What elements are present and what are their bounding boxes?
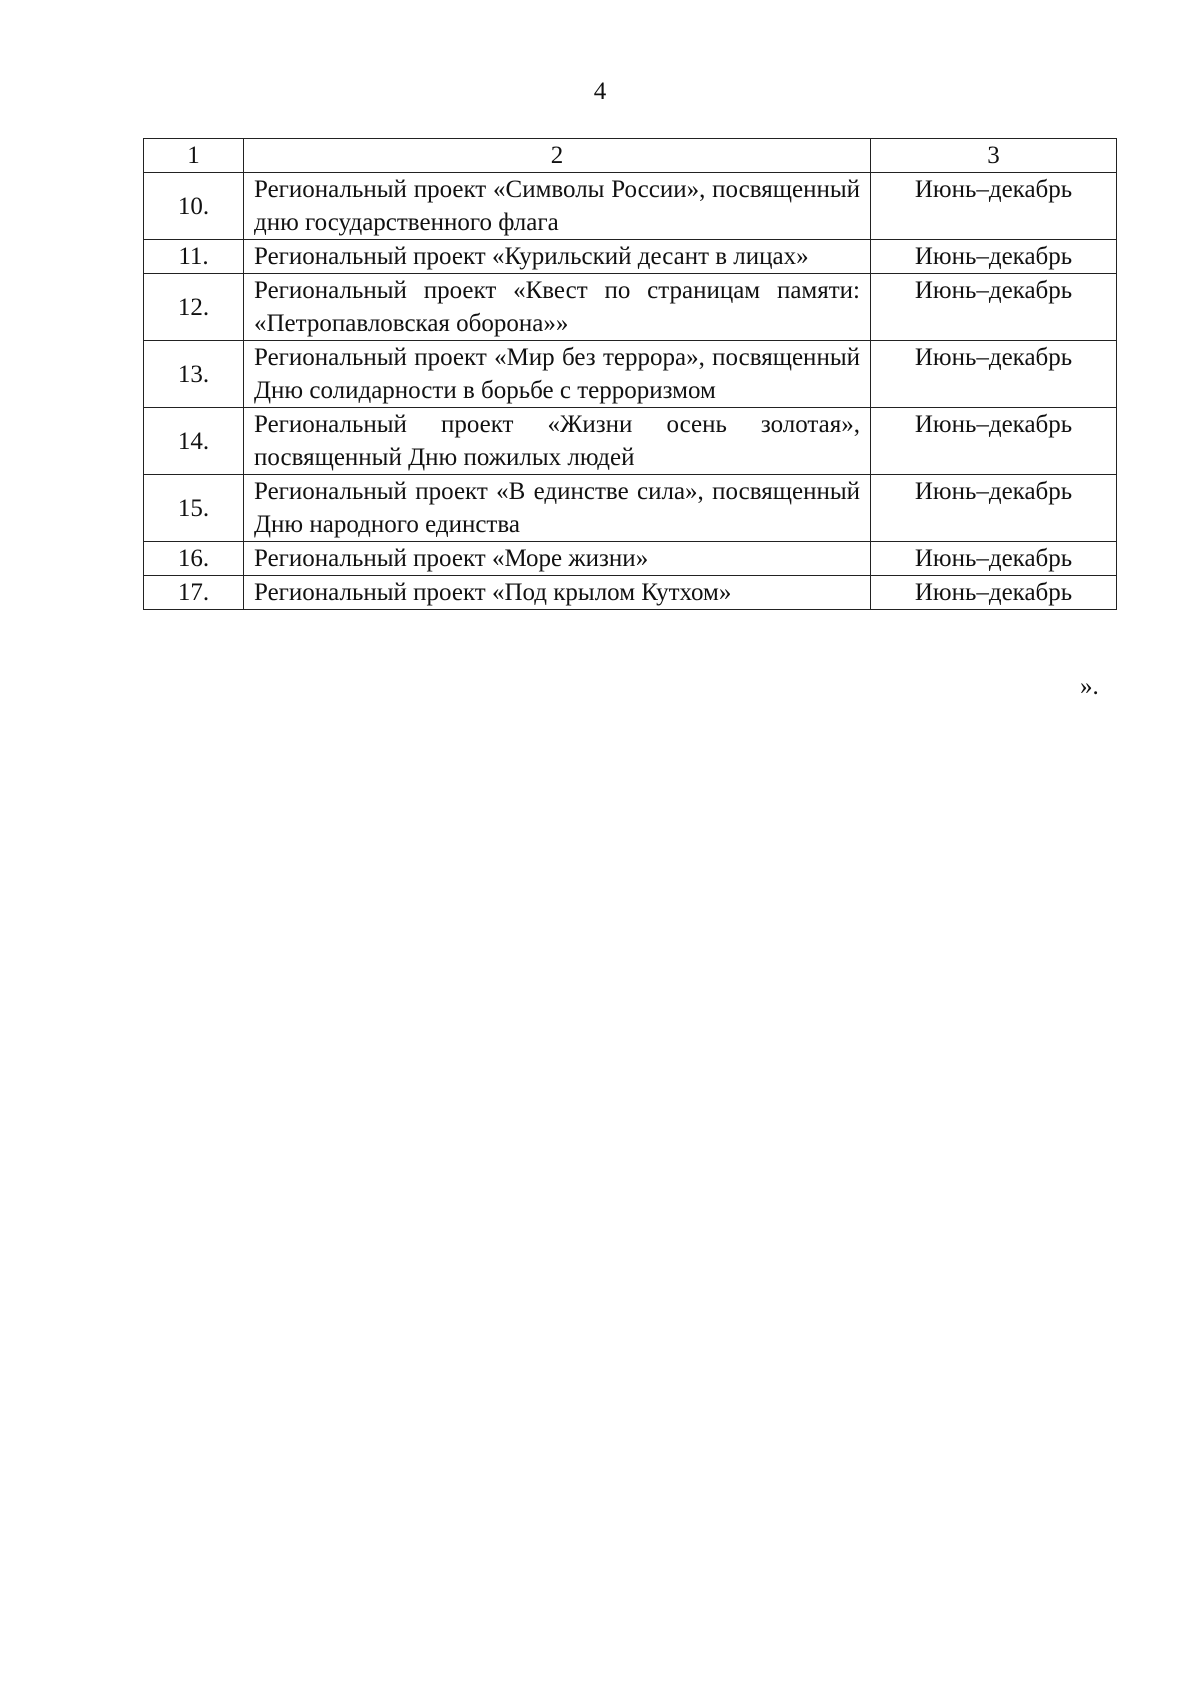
row-number: 11. — [144, 240, 244, 274]
table-row — [144, 240, 1117, 274]
events-table — [143, 138, 1117, 610]
table-row — [144, 173, 1117, 240]
project-period: Июнь–декабрь — [871, 274, 1117, 341]
page-number: 4 — [593, 78, 607, 105]
table-row — [144, 341, 1117, 408]
project-name: Региональный проект «Мир без террора», посвященный Дню солидарности в борьбе с терроризмом — [244, 341, 871, 408]
column-period-header: 3 — [871, 139, 1117, 173]
column-number-header: 1 — [144, 139, 244, 173]
project-name: Региональный проект «Под крылом Кутхом» — [244, 576, 871, 610]
project-period: Июнь–декабрь — [871, 341, 1117, 408]
project-name: Региональный проект «В единстве сила», посвященный Дню народного единства — [244, 475, 871, 542]
table-row — [144, 408, 1117, 475]
project-period: Июнь–декабрь — [871, 408, 1117, 475]
row-number: 10. — [144, 173, 244, 240]
project-period: Июнь–декабрь — [871, 576, 1117, 610]
table-row — [144, 274, 1117, 341]
table-header-row — [144, 139, 1117, 173]
project-period: Июнь–декабрь — [871, 542, 1117, 576]
project-name: Региональный проект «Жизни осень золотая», посвященный Дню пожилых людей — [244, 408, 871, 475]
row-number: 16. — [144, 542, 244, 576]
row-number: 13. — [144, 341, 244, 408]
project-period: Июнь–декабрь — [871, 240, 1117, 274]
project-name: Региональный проект «Море жизни» — [244, 542, 871, 576]
project-period: Июнь–декабрь — [871, 475, 1117, 542]
row-number: 12. — [144, 274, 244, 341]
project-period: Июнь–декабрь — [871, 173, 1117, 240]
row-number: 15. — [144, 475, 244, 542]
table-row — [144, 542, 1117, 576]
table-row — [144, 475, 1117, 542]
table-row — [144, 576, 1117, 610]
row-number: 14. — [144, 408, 244, 475]
project-name: Региональный проект «Квест по страницам памяти: «Петропавловская оборона»» — [244, 274, 871, 341]
column-name-header: 2 — [244, 139, 871, 173]
project-name: Региональный проект «Символы России», посвященный дню государственного флага — [244, 173, 871, 240]
project-name: Региональный проект «Курильский десант в лицах» — [244, 240, 871, 274]
closing-quote-mark: ». — [1080, 673, 1099, 700]
row-number: 17. — [144, 576, 244, 610]
